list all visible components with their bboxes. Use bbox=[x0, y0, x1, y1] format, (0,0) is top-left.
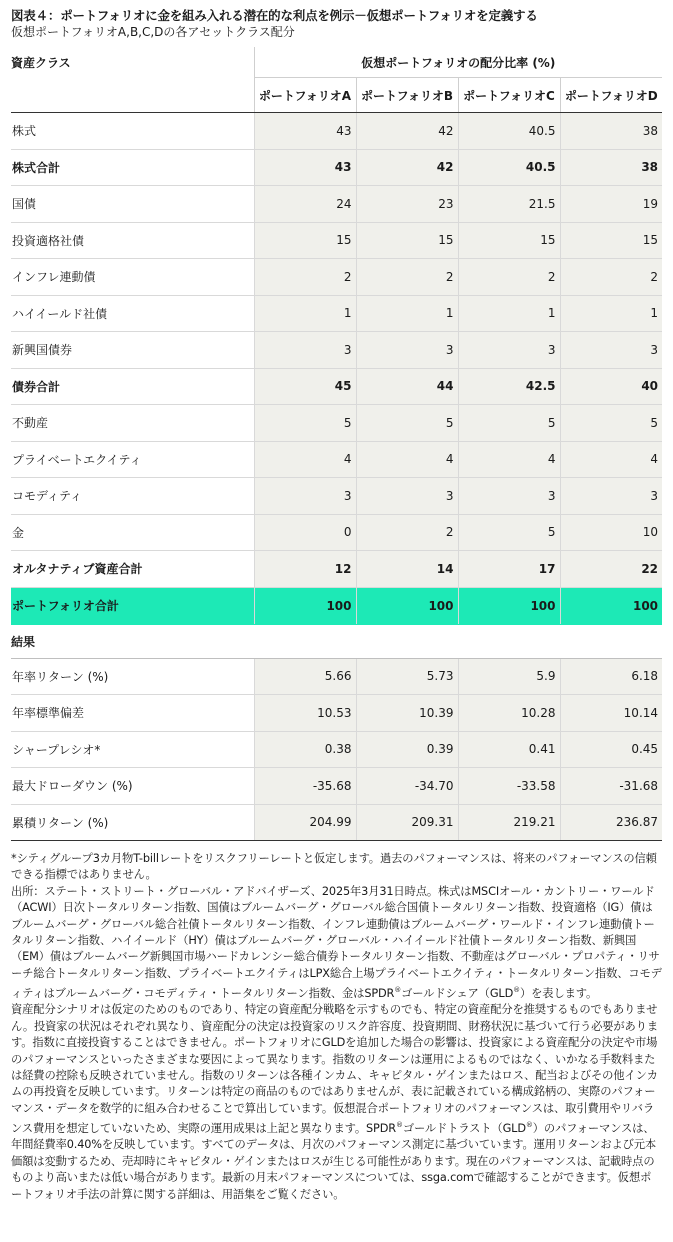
value-cell: 4 bbox=[560, 441, 662, 478]
value-cell: 4 bbox=[254, 441, 356, 478]
row-label: ハイイールド社債 bbox=[11, 295, 254, 332]
value-cell: 100 bbox=[560, 587, 662, 624]
value-cell: 5.9 bbox=[458, 658, 560, 695]
value-cell: 42.5 bbox=[458, 368, 560, 405]
value-cell: 5 bbox=[458, 405, 560, 442]
value-cell: 24 bbox=[254, 186, 356, 223]
value-cell: 1 bbox=[356, 295, 458, 332]
allocation-row bbox=[11, 259, 662, 296]
asset-class-header: 資産クラス bbox=[11, 55, 71, 70]
row-label: 投資適格社債 bbox=[11, 222, 254, 259]
value-cell: 5 bbox=[356, 405, 458, 442]
row-label: シャープレシオ* bbox=[11, 731, 254, 768]
table-header-row bbox=[11, 47, 662, 78]
registered-mark-4: ® bbox=[525, 1121, 533, 1130]
value-cell: 10.53 bbox=[254, 695, 356, 732]
results-row bbox=[11, 768, 662, 805]
value-cell: 6.18 bbox=[560, 658, 662, 695]
value-cell: 3 bbox=[560, 478, 662, 515]
value-cell: 3 bbox=[254, 332, 356, 369]
value-cell: 10.28 bbox=[458, 695, 560, 732]
value-cell: 0.45 bbox=[560, 731, 662, 768]
row-label: プライベートエクイティ bbox=[11, 441, 254, 478]
value-cell: 1 bbox=[254, 295, 356, 332]
portfolio-a-header: ポートフォリオA bbox=[254, 78, 356, 113]
value-cell: 204.99 bbox=[254, 804, 356, 841]
value-cell: 5.66 bbox=[254, 658, 356, 695]
value-cell: 10.39 bbox=[356, 695, 458, 732]
footnote-riskfree: *シティグループ3カ月物T-billレートをリスクフリーレートと仮定します。過去のパフォーマンスは、将来のパフォーマンスの信頼できる指標ではありません。 bbox=[11, 852, 657, 882]
allocation-group-header: 仮想ポートフォリオの配分比率 (%) bbox=[254, 47, 662, 78]
value-cell: 100 bbox=[458, 587, 560, 624]
portfolio-b-header: ポートフォリオB bbox=[356, 78, 458, 113]
row-label: 年率リターン (%) bbox=[11, 658, 254, 695]
value-cell: 10 bbox=[560, 514, 662, 551]
value-cell: 43 bbox=[254, 113, 356, 150]
value-cell: -31.68 bbox=[560, 768, 662, 805]
value-cell: 2 bbox=[356, 259, 458, 296]
header-blank bbox=[11, 78, 254, 113]
value-cell: 219.21 bbox=[458, 804, 560, 841]
value-cell: -34.70 bbox=[356, 768, 458, 805]
allocation-row bbox=[11, 295, 662, 332]
value-cell: 44 bbox=[356, 368, 458, 405]
value-cell: 21.5 bbox=[458, 186, 560, 223]
results-header-row bbox=[11, 624, 662, 658]
value-cell: 2 bbox=[458, 259, 560, 296]
value-cell: 236.87 bbox=[560, 804, 662, 841]
registered-mark: ® bbox=[394, 986, 402, 995]
chart-title: 図表４：ポートフォリオに金を組み入れる潜在的な利点を例示－仮想ポートフォリオを定義する bbox=[11, 8, 538, 23]
value-cell: 100 bbox=[356, 587, 458, 624]
value-cell: 38 bbox=[560, 149, 662, 186]
value-cell: 12 bbox=[254, 551, 356, 588]
value-cell: 2 bbox=[254, 259, 356, 296]
value-cell: -33.58 bbox=[458, 768, 560, 805]
row-label: ポートフォリオ合計 bbox=[11, 587, 254, 624]
results-row bbox=[11, 695, 662, 732]
value-cell: 0.38 bbox=[254, 731, 356, 768]
row-label: インフレ連動債 bbox=[11, 259, 254, 296]
value-cell: 1 bbox=[560, 295, 662, 332]
value-cell: 100 bbox=[254, 587, 356, 624]
allocation-row bbox=[11, 149, 662, 186]
row-label: 年率標準偏差 bbox=[11, 695, 254, 732]
footnote-disclaimer bbox=[11, 1002, 662, 1203]
value-cell: 2 bbox=[560, 259, 662, 296]
registered-mark-2: ® bbox=[513, 986, 520, 995]
value-cell: 19 bbox=[560, 186, 662, 223]
footnotes bbox=[11, 851, 662, 1203]
value-cell: 3 bbox=[356, 478, 458, 515]
value-cell: 3 bbox=[560, 332, 662, 369]
value-cell: 4 bbox=[458, 441, 560, 478]
portfolio-c-header: ポートフォリオC bbox=[458, 78, 560, 113]
portfolio-header-row bbox=[11, 78, 662, 113]
value-cell: 0.39 bbox=[356, 731, 458, 768]
value-cell: 17 bbox=[458, 551, 560, 588]
row-label: オルタナティブ資産合計 bbox=[11, 551, 254, 588]
row-label: 株式合計 bbox=[11, 149, 254, 186]
value-cell: -35.68 bbox=[254, 768, 356, 805]
value-cell: 38 bbox=[560, 113, 662, 150]
value-cell: 10.14 bbox=[560, 695, 662, 732]
value-cell: 42 bbox=[356, 149, 458, 186]
value-cell: 3 bbox=[458, 478, 560, 515]
value-cell: 22 bbox=[560, 551, 662, 588]
allocation-body bbox=[11, 113, 662, 625]
value-cell: 1 bbox=[458, 295, 560, 332]
results-row bbox=[11, 658, 662, 695]
value-cell: 3 bbox=[356, 332, 458, 369]
source-text-c: ）を表します。 bbox=[520, 987, 598, 1001]
value-cell: 5 bbox=[458, 514, 560, 551]
value-cell: 4 bbox=[356, 441, 458, 478]
value-cell: 2 bbox=[356, 514, 458, 551]
results-row bbox=[11, 804, 662, 841]
allocation-row bbox=[11, 551, 662, 588]
value-cell: 14 bbox=[356, 551, 458, 588]
value-cell: 42 bbox=[356, 113, 458, 150]
row-label: 株式 bbox=[11, 113, 254, 150]
allocation-row bbox=[11, 186, 662, 223]
value-cell: 45 bbox=[254, 368, 356, 405]
value-cell: 40.5 bbox=[458, 113, 560, 150]
value-cell: 0.41 bbox=[458, 731, 560, 768]
row-label: 不動産 bbox=[11, 405, 254, 442]
source-text-a: 出所：ステート・ストリート・グローバル・アドバイザーズ、2025年3月31日時点。株式はMSCIオール・カントリー・ワールド（ACWI）日次トータルリターン指数、国債はブルームバーグ・グローバル総合国債トータルリターン指数、投資適格（IG）債はブルームバーグ・グローバル総合社債トータルリターン指数、インフレ連動債はブルームバーグ・ワールド・インフレ連動債トータルリターン指数、ハイイールド（HY）債はブルームバーグ・グローバル・ハイイールド社債トータルリターン指数、新興国（EM）債はブルームバーグ新興国市場ハードカレンシー総合債券トータルリターン指数、不動産はグローバル・プロパティ・リサーチ総合トータルリターン指数、プライベートエクイティはLPX総合上場プライベートエクイティ・トータルリターン指数、コモディティはブルームバーグ・コモディティ・トータルリターン指数、金はSPDR bbox=[11, 884, 662, 1001]
value-cell: 5.73 bbox=[356, 658, 458, 695]
row-label: 債券合計 bbox=[11, 368, 254, 405]
allocation-row bbox=[11, 368, 662, 405]
chart-subtitle: 仮想ポートフォリオA,B,C,Dの各アセットクラス配分 bbox=[11, 25, 295, 39]
allocation-row bbox=[11, 332, 662, 369]
footnote-source bbox=[11, 884, 662, 1003]
row-label: 国債 bbox=[11, 186, 254, 223]
allocation-row bbox=[11, 441, 662, 478]
value-cell: 209.31 bbox=[356, 804, 458, 841]
portfolio-d-header: ポートフォリオD bbox=[560, 78, 662, 113]
source-text-b: ゴールドシェア（GLD bbox=[401, 987, 514, 1001]
allocation-row bbox=[11, 514, 662, 551]
row-label: 金 bbox=[11, 514, 254, 551]
value-cell: 15 bbox=[560, 222, 662, 259]
row-label: 新興国債券 bbox=[11, 332, 254, 369]
allocation-row bbox=[11, 222, 662, 259]
value-cell: 5 bbox=[254, 405, 356, 442]
value-cell: 3 bbox=[458, 332, 560, 369]
value-cell: 43 bbox=[254, 149, 356, 186]
value-cell: 15 bbox=[458, 222, 560, 259]
row-label: 累積リターン (%) bbox=[11, 804, 254, 841]
value-cell: 40 bbox=[560, 368, 662, 405]
value-cell: 40.5 bbox=[458, 149, 560, 186]
value-cell: 3 bbox=[254, 478, 356, 515]
value-cell: 15 bbox=[356, 222, 458, 259]
results-row bbox=[11, 731, 662, 768]
row-label: コモディティ bbox=[11, 478, 254, 515]
allocation-row bbox=[11, 478, 662, 515]
registered-mark-3: ® bbox=[395, 1121, 403, 1130]
allocation-row bbox=[11, 113, 662, 150]
value-cell: 0 bbox=[254, 514, 356, 551]
results-header: 結果 bbox=[11, 624, 662, 658]
disclaimer-text-b: ゴールドトラスト（GLD bbox=[402, 1122, 526, 1136]
results-body bbox=[11, 658, 662, 841]
disclaimer-text-c: ）のパフォーマンスは、年間経費率0.40%を反映しています。すべてのデータは、月次のパフォーマンス測定に基づいています。運用リターンおよび元本価額は変動するため、売却時にキャピタル・ゲインまたはロスが生じる可能性があります。現在のパフォーマンスは、記載時点のものより高いまたは低い場合があります。最新の月末パフォーマンスについては、ssga.comで確認することができます。仮想ポートフォリオ手法の計算に関する詳細は、用語集をご覧ください。 bbox=[11, 1122, 657, 1201]
value-cell: 23 bbox=[356, 186, 458, 223]
allocation-row bbox=[11, 405, 662, 442]
disclaimer-text-a: 資産配分シナリオは仮定のためのものであり、特定の資産配分戦略を示すものでも、特定の資産配分を推奨するものでもありません。投資家の状況はそれぞれ異なり、資産配分の決定は投資家のリスク許容度、投資期間、財務状況に基づいて行う必要があります。指数に直接投資することはできません。ポートフォリオにGLDを追加した場合の影響は、投資家による資産配分の決定や市場のパフォーマンスといったさまざまな要因によって異なります。指数のリターンは運用によるものではなく、いかなる手数料または経費の控除も反映されていません。指数のリターンは各種インカム、キャピタル・ゲインまたはロス、配当およびその他インカムの再投資を反映しています。リターンは特定の商品のものではありませんが、表に記載されている構成銘柄の、実際のパフォーマンス・データを数学的に組み合わせることで算出しています。仮想混合ポートフォリオのパフォーマンスは、取引費用やリバランス費用を想定していないため、実際の運用成果は上記と異なります。SPDR bbox=[11, 1003, 658, 1136]
value-cell: 15 bbox=[254, 222, 356, 259]
row-label: 最大ドローダウン (%) bbox=[11, 768, 254, 805]
allocation-row bbox=[11, 587, 662, 624]
allocation-table bbox=[11, 47, 662, 841]
value-cell: 5 bbox=[560, 405, 662, 442]
